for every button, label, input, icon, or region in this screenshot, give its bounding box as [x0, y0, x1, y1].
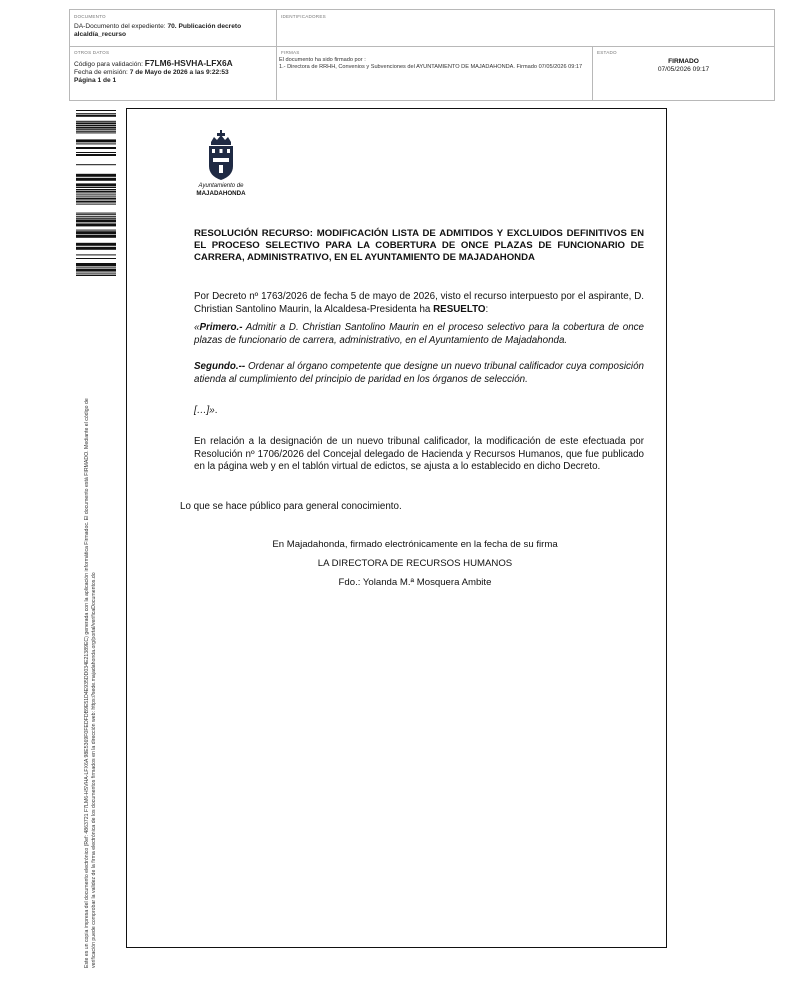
firmas-line-2: 1.- Directora de RRHH, Convenios y Subvenciones del AYUNTAMIENTO DE MAJADAHONDA. Firmado 07/05/2026 09:17	[279, 64, 583, 70]
segundo-paragraph	[194, 361, 644, 386]
crest-caption	[186, 183, 256, 197]
verification-line-1: Este es un copia impresa del documento electrónico (Ref: 4863721 F7LM6-HSVHA-LFX6A 98E5369F0FEDFDB9E51D4E935DD034E21389EC) generada con la aplicación informática Firmadoc. El documento está FIRMADO. Mediante el código de	[84, 398, 90, 968]
documento-caption: DOCUMENTO	[74, 14, 106, 19]
estado-caption: ESTADO	[597, 50, 617, 55]
primero-label: Primero.-	[199, 322, 243, 333]
signature-name-line: Fdo.: Yolanda M.ª Mosquera Ambite	[338, 577, 492, 588]
estado-cell	[592, 46, 774, 101]
primero-open: «	[194, 322, 200, 333]
fecha-value: 7 de Mayo de 2026 a las 9:22:53	[129, 69, 229, 76]
estado-badge: FIRMADO	[668, 58, 699, 65]
primero-paragraph	[194, 322, 644, 347]
fecha-label: Fecha de emisión:	[74, 69, 130, 76]
intro-paragraph	[194, 291, 644, 316]
estado-values	[593, 58, 774, 74]
documento-value	[74, 23, 270, 39]
documento-prefix: DA-Documento del expediente:	[74, 23, 168, 30]
otros-datos-caption: OTROS DATOS	[74, 50, 110, 55]
intro-bold: RESUELTO	[433, 303, 486, 315]
crest-line-1: Ayuntamiento de	[198, 183, 244, 189]
ellipsis-text: […]»	[194, 405, 215, 416]
resolution-title: RESOLUCIÓN RECURSO: MODIFICACIÓN LISTA DE ADMITIDOS Y EXCLUIDOS DEFINITIVOS EN EL PROCESO SELECTIVO PARA LA COBERTURA DE ONCE PLAZAS DE FUNCIONARIO DE CARRERA, ADMINISTRATIVO, EN EL AYUNTAMIENTO DE MAJADAHONDA	[194, 228, 644, 264]
primero-text: Admitir a D. Christian Santolino Maurin en el proceso selectivo para la cobertura de once plazas de funcionario de carrera, administrativo, en el Ayuntamiento de Majadahonda.	[194, 322, 644, 346]
signature-role-line: LA DIRECTORA DE RECURSOS HUMANOS	[317, 558, 513, 569]
intro-end: :	[485, 303, 489, 315]
verification-side-text	[84, 304, 97, 968]
codigo-label: Código para validación:	[74, 61, 145, 68]
otros-datos-values	[74, 59, 274, 85]
ellipsis-end: .	[214, 405, 218, 416]
identificadores-cell	[276, 10, 774, 46]
documento-name: 70. Publicación decreto alcaldía_recurso	[74, 23, 242, 38]
header-row-bottom	[70, 46, 774, 101]
firmas-line-1: El documento ha sido firmado por :	[279, 57, 366, 63]
public-statement: Lo que se hace público para general conocimiento.	[180, 501, 402, 512]
crest-line-2: MAJADAHONDA	[196, 190, 246, 197]
firmas-text	[279, 57, 589, 71]
otros-datos-cell	[70, 46, 276, 101]
verification-line-2[interactable]: verificación puede comprobar la validez de la firma electrónica de los documentos firmados en la dirección web: https://sede.majadahonda.org/portal/verificaDocumentos.do	[91, 572, 97, 968]
segundo-label: Segundo.--	[194, 361, 246, 372]
ellipsis-line	[194, 405, 644, 418]
identificadores-caption: IDENTIFICADORES	[281, 14, 326, 19]
barcode-image	[76, 108, 116, 276]
signature-place-line: En Majadahonda, firmado electrónicamente en la fecha de su firma	[272, 539, 558, 550]
segundo-text: Ordenar al órgano competente que designe un nuevo tribunal calificador cuya composición atienda al cumplimiento del principio de paridad en los órganos de selección.	[194, 361, 644, 385]
firmas-cell	[276, 46, 592, 101]
codigo-value[interactable]: F7LM6-HSVHA-LFX6A	[144, 58, 233, 68]
intro-text: Por Decreto nº 1763/2026 de fecha 5 de mayo de 2026, visto el recurso interpuesto por el aspirante, D. Christian Santolino Maurin, la Alcaldesa-Presidenta ha	[194, 291, 644, 315]
header-row-top	[70, 10, 774, 47]
relation-paragraph: En relación a la designación de un nuevo tribunal calificador, la modificación de este efectuada por Resolución nº 1706/2026 del Concejal delegado de Hacienda y Recursos Humanos, que fue publicado en la página web y en el tablón virtual de edictos, se ajusta a lo establecido en dicho Decreto.	[194, 436, 644, 473]
estado-date: 07/05/2026 09:17	[657, 66, 710, 73]
document-header	[69, 9, 775, 101]
documento-cell	[70, 10, 276, 46]
pagina-label: Página 1 de 1	[74, 77, 117, 84]
firmas-caption: FIRMAS	[281, 50, 300, 55]
